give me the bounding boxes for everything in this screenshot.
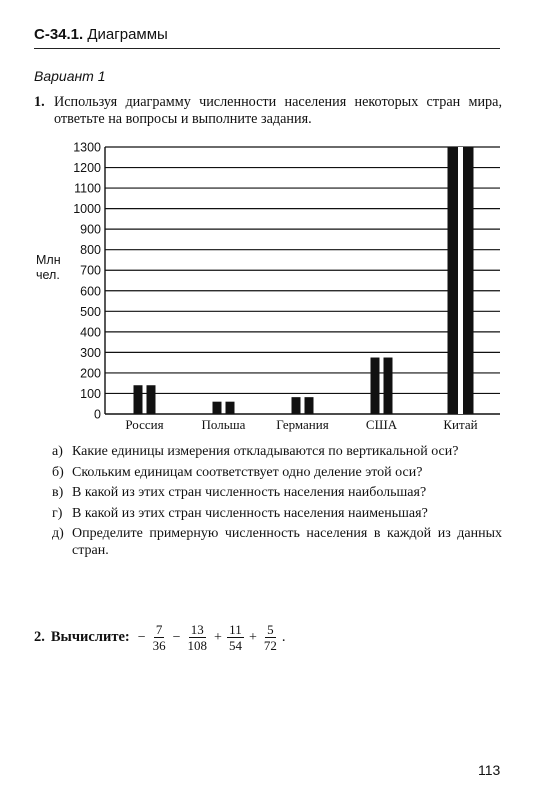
question-list (52, 444, 502, 563)
y-tick-label: 700 (80, 263, 101, 278)
bar (371, 358, 380, 414)
y-tick-label: 200 (80, 366, 101, 381)
question-text: Скольким единицам соответствует одно деление этой оси? (72, 464, 423, 480)
denominator: 108 (187, 638, 208, 653)
x-category-label: США (365, 417, 398, 432)
x-category-label: Польша (201, 417, 246, 432)
task-1-text: Используя диаграмму численности населения некоторых стран мира, ответьте на вопросы и выполните задания. (54, 94, 502, 127)
bar (147, 385, 156, 414)
y-tick-label: 800 (80, 243, 101, 258)
y-tick-label: 400 (80, 325, 101, 340)
x-category-label: Китай (443, 417, 478, 432)
bar (134, 385, 143, 414)
question-e (52, 526, 502, 559)
y-tick-label: 300 (80, 345, 101, 360)
question-a (52, 444, 502, 461)
period: . (281, 629, 286, 645)
bar-stripe (458, 147, 463, 414)
operator: − (172, 629, 181, 645)
bar (213, 402, 222, 414)
question-text: В какой из этих стран численность населения наибольшая? (72, 485, 427, 500)
task-2 (34, 622, 285, 653)
bar (226, 402, 235, 414)
operator: + (214, 629, 222, 645)
question-label: б) (52, 464, 64, 480)
denominator: 54 (228, 638, 242, 653)
question-label: в) (52, 485, 64, 500)
question-label: а) (52, 444, 63, 459)
fraction-1 (151, 622, 168, 653)
x-category-label: Россия (125, 417, 164, 432)
y-axis-label: чел. (36, 268, 60, 282)
question-d (52, 506, 502, 523)
numerator: 5 (267, 622, 274, 637)
question-c (52, 485, 502, 502)
numerator: 7 (155, 622, 163, 637)
numerator: 11 (229, 622, 242, 637)
fraction-3 (227, 622, 244, 653)
y-tick-label: 1200 (73, 161, 101, 176)
question-label: д) (52, 526, 64, 541)
x-category-label: Германия (276, 417, 329, 432)
question-text: В какой из этих стран численность населения наименьшая? (72, 505, 428, 521)
bar (305, 397, 314, 414)
question-b (52, 465, 502, 482)
y-tick-label: 500 (80, 304, 101, 319)
question-text: Какие единицы измерения откладываются по вертикальной оси? (72, 444, 459, 459)
y-tick-label: 600 (80, 284, 101, 299)
task-2-lead: Вычислите: (50, 629, 130, 645)
denominator: 36 (152, 638, 166, 653)
page-number: 113 (478, 762, 501, 778)
variant-label: Вариант 1 (34, 68, 106, 84)
y-tick-label: 100 (80, 386, 101, 401)
y-tick-label: 1100 (74, 181, 101, 196)
operator: + (248, 629, 257, 645)
question-text: Определите примерную численность населения в каждой из данных стран. (72, 526, 502, 558)
y-tick-label: 0 (94, 407, 101, 422)
y-axis-label: Млн (36, 253, 61, 267)
fraction-4 (262, 622, 279, 653)
y-tick-label: 900 (80, 222, 101, 237)
denominator: 72 (263, 638, 277, 653)
y-tick-label: 1300 (73, 140, 101, 155)
bar (384, 358, 393, 414)
fraction-2 (186, 622, 210, 653)
question-label: г) (52, 505, 63, 521)
task-1-number: 1. (34, 94, 45, 110)
minus-sign: − (137, 629, 146, 645)
section-title: Диаграммы (87, 26, 168, 43)
section-code: С-34.1. (34, 26, 84, 43)
numerator: 13 (190, 622, 204, 637)
y-tick-label: 1000 (73, 202, 101, 217)
bar (292, 397, 301, 414)
task-2-number: 2. (34, 629, 45, 645)
